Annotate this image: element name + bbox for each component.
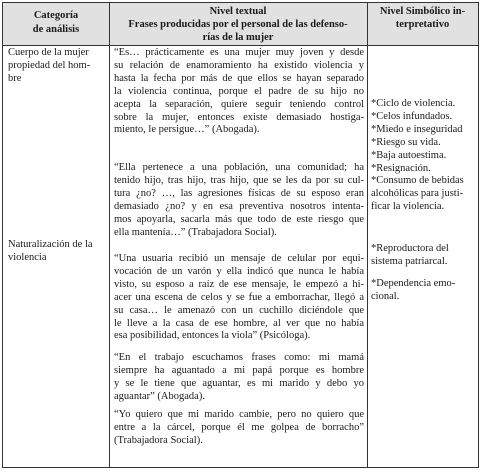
phrase-line: sobre la mujer, entonces existe demasiado hostiga-	[114, 111, 364, 123]
phrase-line: vocación de un varón y ella indicó que nunca le había	[114, 265, 364, 277]
phrase-line: le lleve a la casa de ese hombre, al ver que no había	[114, 317, 364, 329]
phrase-line: y se le tiene que aguantar, es mi marido y debo yo	[114, 377, 364, 389]
phrase-line: visto, su esposo a raíz de ese mensaje, le empezó a hi-	[114, 278, 364, 290]
phrase-line: “En el trabajo escuchamos frases como: mi mamá	[114, 352, 364, 363]
category-naturalizacion	[8, 239, 108, 265]
phrase-line: esa posibilidad, entonces la viola” (Psicóloga).	[114, 330, 311, 342]
phrase-block-3	[114, 253, 364, 343]
category-line: bre	[8, 72, 22, 84]
phrase-block-1	[114, 47, 364, 137]
header-line: de análisis	[32, 24, 80, 35]
symbolic-item: *Ciclo de violencia.	[371, 98, 456, 109]
phrase-line: acer una escena de celos y se fue a emborrachar, llegó a	[114, 291, 364, 303]
header-nivel-simbolico	[367, 5, 478, 31]
phrase-line: siempre ha aguantado a mi papá porque es hombre	[114, 364, 364, 376]
phrase-block-5	[114, 409, 364, 448]
category-line: Naturalización de la	[8, 239, 93, 250]
category-line: propiedad del hom-	[8, 59, 91, 71]
header-line: terpretativo	[395, 19, 450, 30]
phrase-line: “Es… prácticamente es una mujer muy joven y desde	[114, 47, 364, 58]
phrase-line: tenido hijo, tras hijo, tras hijo, que se les da por su cul-	[114, 174, 364, 186]
phrase-line: demasiado ¿no? y en esa preventiva nosotros intenta-	[114, 200, 364, 212]
phrase-line: su casa… le amenazó con un cuchillo diciéndole que	[114, 304, 364, 316]
phrase-line: acepta la separación, quiere seguir teniendo control	[114, 98, 364, 110]
phrase-line: “Yo quiero que mi marido cambie, pero no quiero que	[114, 409, 364, 420]
symbolic-item: *Dependencia emo-	[371, 278, 456, 289]
phrase-line: “Una usuaria recibió un mensaje de celular por equi-	[114, 253, 364, 264]
phrase-line: aguantar” (Abogada).	[114, 390, 205, 402]
symbolic-item: *Riesgo su vida.	[371, 136, 441, 148]
phrase-line: la violencia continua, porque el padre de su hijo no	[114, 85, 364, 97]
symbolic-item: alcohólicas para justi-	[371, 188, 464, 200]
symbolic-item: *Baja autoestima.	[371, 149, 447, 161]
symbolic-item: *Consumo de bebidas	[371, 175, 464, 187]
symbolic-item: ficar la violencia.	[371, 201, 445, 213]
column-divider	[109, 3, 110, 467]
symbolic-item: sistema patriarcal.	[371, 255, 448, 267]
phrase-block-2	[114, 162, 364, 239]
phrase-line: (Trabajadora Social).	[114, 434, 203, 446]
phrase-line: hasta la fecha por más de que ellos se hayan separado	[114, 72, 364, 84]
header-categoria	[3, 9, 109, 37]
phrase-block-4	[114, 352, 364, 404]
header-line: rías de la mujer	[202, 32, 274, 43]
category-cuerpo-mujer	[8, 47, 108, 86]
phrase-line: ella mantenía…” (Trabajadora Social).	[114, 226, 277, 238]
header-line: Frases producidas por el personal de las defenso-	[128, 19, 348, 30]
symbolic-item: *Miedo e inseguridad	[371, 123, 463, 135]
symbolic-list-2	[371, 243, 477, 269]
symbolic-item: *Celos infundados.	[371, 110, 453, 122]
header-line: Nivel Simbólico in-	[379, 6, 466, 17]
header-nivel-textual	[109, 5, 367, 44]
phrase-line: “Ella pertenece a una población, una comunidad; ha	[114, 162, 364, 173]
phrase-line: miento, le persigue…” (Abogada).	[114, 124, 260, 136]
phrase-line: tura ¿no? …, las agresiones físicas de su esposo eran	[114, 187, 364, 199]
symbolic-item: cional.	[371, 290, 400, 302]
header-line: Categoría	[33, 10, 79, 21]
analysis-table	[2, 2, 479, 468]
symbolic-list-3	[371, 278, 477, 304]
header-line: Nivel textual	[209, 6, 267, 17]
phrase-line: su relación de enamoramiento ha existido violencia y	[114, 59, 364, 71]
phrase-line: entre a la cárcel, porque él me golpea de borracho”	[114, 421, 364, 433]
symbolic-item: *Reproductora del	[371, 243, 449, 254]
category-line: Cuerpo de la mujer	[8, 47, 89, 58]
symbolic-list-1	[371, 98, 477, 214]
column-divider	[367, 3, 368, 467]
symbolic-item: *Resignación.	[371, 162, 431, 174]
category-line: violencia	[8, 251, 47, 263]
phrase-line: mos apoyarla, sacarla más que todo de este riesgo que	[114, 213, 364, 225]
